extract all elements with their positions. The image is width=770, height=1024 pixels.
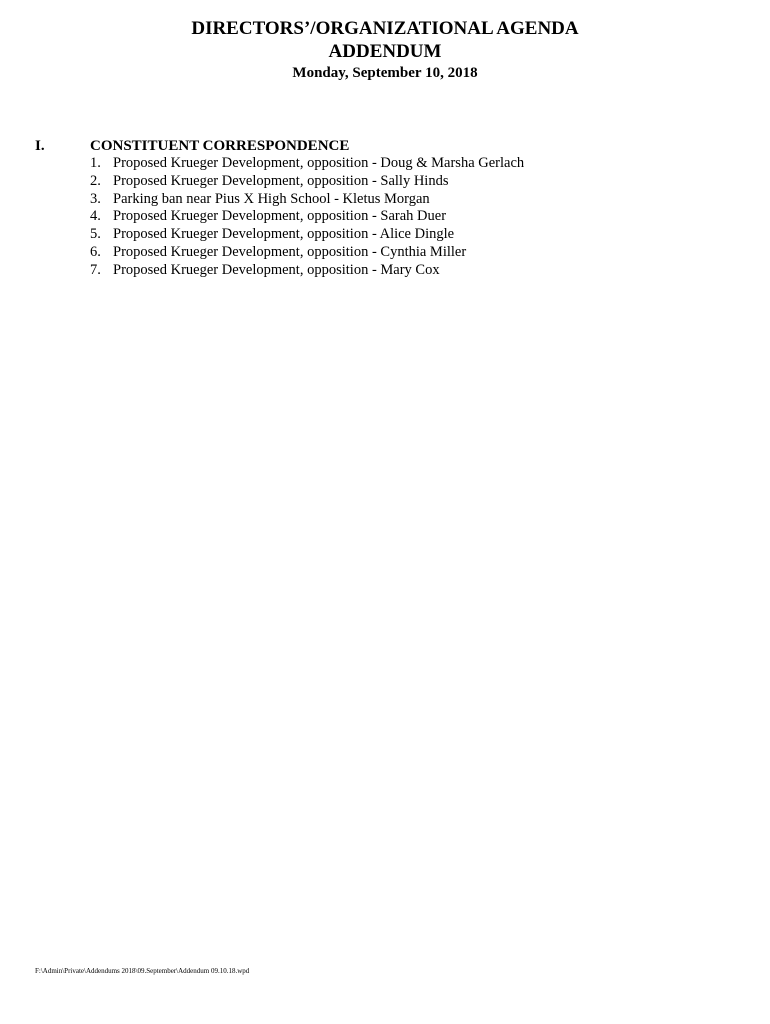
list-item-text: Proposed Krueger Development, opposition - Sally Hinds [113, 172, 449, 189]
list-item-number: 1. [90, 155, 101, 171]
list-item-number: 7. [90, 261, 101, 278]
list-item [90, 173, 524, 191]
list-item-number: 3. [90, 190, 101, 207]
list-item-number: 4. [90, 208, 101, 225]
list-item-number: 6. [90, 243, 101, 260]
meeting-date: Monday, September 10, 2018 [292, 65, 478, 81]
list-item-text: Parking ban near Pius X High School - Kletus Morgan [113, 190, 430, 207]
list-item [90, 208, 524, 226]
correspondence-list [90, 155, 524, 280]
list-item-text: Proposed Krueger Development, opposition - Doug & Marsha Gerlach [113, 155, 525, 171]
list-item-number: 2. [90, 172, 101, 189]
section-numeral: I. [35, 138, 45, 154]
list-item-number: 5. [90, 226, 101, 243]
list-item [90, 262, 524, 280]
list-item [90, 155, 524, 173]
page-title: DIRECTORS’/ORGANIZATIONAL AGENDA [191, 18, 579, 39]
page-title-line2: ADDENDUM [328, 41, 442, 62]
list-item [90, 226, 524, 244]
list-item-text: Proposed Krueger Development, opposition - Alice Dingle [113, 226, 455, 243]
list-item [90, 244, 524, 262]
list-item-text: Proposed Krueger Development, opposition - Cynthia Miller [113, 243, 467, 260]
list-item [90, 191, 524, 209]
section-heading: CONSTITUENT CORRESPONDENCE [90, 138, 350, 154]
list-item-text: Proposed Krueger Development, opposition - Mary Cox [113, 261, 440, 278]
file-path-footer: F:\Admin\Private\Addendums 2018\09.September\Addendum 09.10.18.wpd [35, 967, 250, 975]
list-item-text: Proposed Krueger Development, opposition - Sarah Duer [113, 208, 447, 225]
